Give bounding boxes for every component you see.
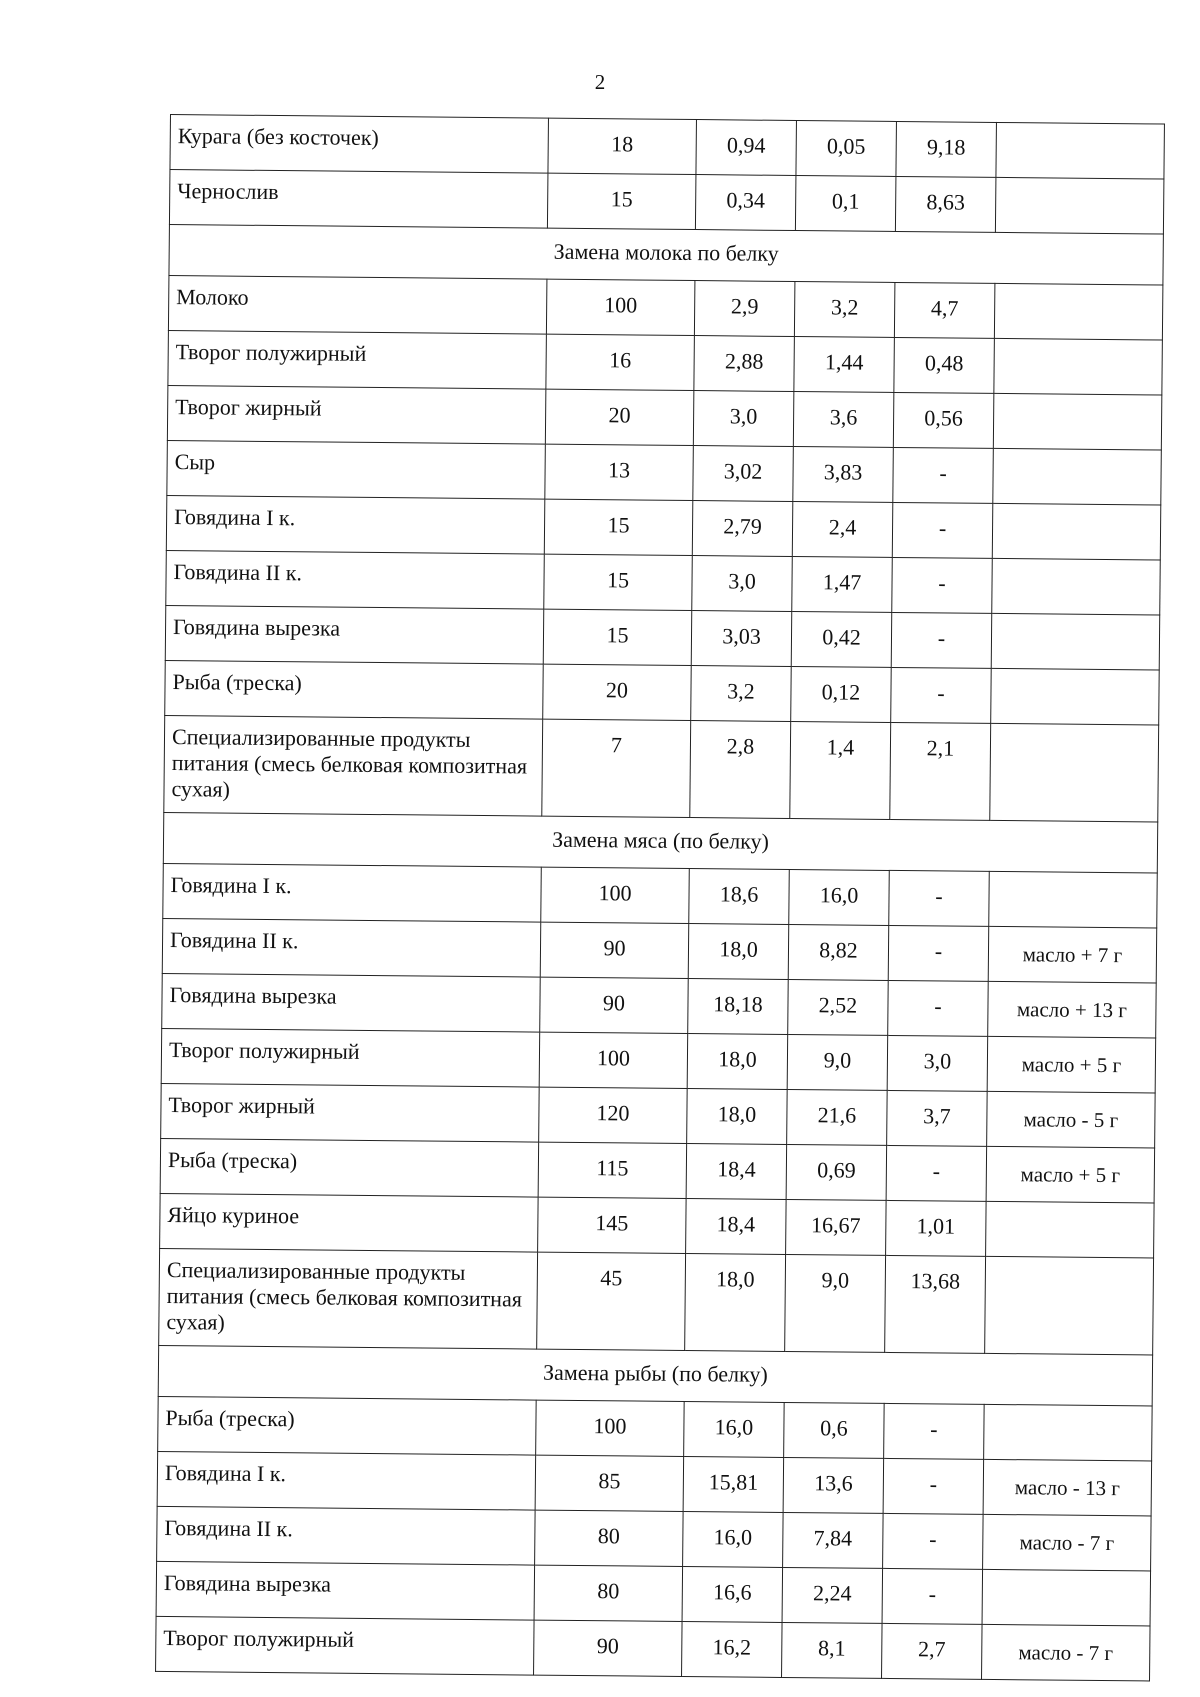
- note-cell: масло - 5 г: [987, 1091, 1156, 1148]
- weight-cell: 85: [535, 1455, 684, 1511]
- product-name-cell: Говядина II к.: [162, 918, 541, 977]
- weight-cell: 100: [541, 867, 690, 923]
- fat-cell: 3,83: [793, 446, 894, 502]
- product-name-cell: Говядина II к.: [166, 550, 545, 609]
- carbs-cell: -: [891, 667, 992, 723]
- protein-cell: 18,6: [689, 869, 790, 925]
- carbs-cell: -: [888, 925, 989, 981]
- product-name-cell: Сыр: [167, 440, 546, 499]
- protein-cell: 16,2: [682, 1621, 783, 1677]
- note-cell: [992, 503, 1161, 560]
- protein-cell: 2,79: [692, 501, 793, 557]
- weight-cell: 80: [534, 1565, 683, 1621]
- protein-cell: 3,0: [692, 556, 793, 612]
- weight-cell: 15: [547, 173, 696, 229]
- note-cell: [992, 558, 1161, 615]
- product-name-cell: Говядина I к.: [163, 863, 542, 922]
- product-name-cell: Творог жирный: [161, 1083, 540, 1142]
- substitution-table: [155, 114, 1165, 1681]
- weight-cell: 145: [538, 1197, 687, 1253]
- table-row: [161, 1083, 1155, 1148]
- carbs-cell: 0,48: [894, 337, 995, 393]
- fat-cell: 2,24: [782, 1567, 883, 1623]
- table-row: [165, 660, 1159, 725]
- protein-cell: 2,88: [694, 336, 795, 392]
- weight-cell: 20: [543, 664, 692, 720]
- fat-cell: 0,69: [786, 1144, 887, 1200]
- table-row: [159, 1248, 1154, 1355]
- carbs-cell: -: [888, 980, 989, 1036]
- carbs-cell: -: [893, 447, 994, 503]
- carbs-cell: 4,7: [894, 282, 995, 338]
- fat-cell: 0,42: [791, 611, 892, 667]
- table-row: [167, 385, 1161, 450]
- weight-cell: 18: [548, 118, 697, 174]
- table-row: [160, 1138, 1154, 1203]
- product-name-cell: Говядина I к.: [166, 495, 545, 554]
- fat-cell: 0,1: [795, 176, 896, 232]
- fat-cell: 1,47: [792, 556, 893, 612]
- weight-cell: 90: [540, 922, 689, 978]
- carbs-cell: 2,1: [890, 722, 991, 820]
- carbs-cell: -: [882, 1568, 983, 1624]
- product-name-cell: Говядина вырезка: [165, 605, 544, 664]
- table-row: [158, 1396, 1152, 1461]
- carbs-cell: 2,7: [882, 1623, 983, 1679]
- fat-cell: 0,05: [796, 121, 897, 177]
- fat-cell: 2,52: [788, 979, 889, 1035]
- note-cell: масло - 7 г: [982, 1624, 1151, 1681]
- table-row: [165, 605, 1159, 670]
- fat-cell: 16,67: [786, 1199, 887, 1255]
- protein-cell: 2,8: [690, 721, 791, 819]
- product-name-cell: Курага (без косточек): [170, 115, 549, 174]
- note-cell: [996, 122, 1165, 179]
- protein-cell: 0,94: [696, 120, 797, 176]
- product-name-cell: Говядина вырезка: [156, 1561, 535, 1620]
- note-cell: масло + 13 г: [988, 981, 1157, 1038]
- table-row: [163, 863, 1157, 928]
- weight-cell: 120: [539, 1087, 688, 1143]
- table-row: [160, 1193, 1154, 1258]
- note-cell: [993, 393, 1162, 450]
- table-row: [168, 275, 1162, 340]
- weight-cell: 115: [538, 1142, 687, 1198]
- protein-cell: 18,0: [687, 1089, 788, 1145]
- fat-cell: 1,4: [790, 721, 891, 819]
- note-cell: [994, 283, 1163, 340]
- note-cell: масло + 5 г: [986, 1146, 1155, 1203]
- note-cell: [984, 1404, 1153, 1461]
- table-row: [169, 170, 1163, 235]
- protein-cell: 18,4: [686, 1144, 787, 1200]
- protein-cell: 16,6: [682, 1566, 783, 1622]
- note-cell: [991, 668, 1160, 725]
- protein-cell: 18,18: [688, 979, 789, 1035]
- product-name-cell: Молоко: [168, 275, 547, 334]
- product-name-cell: Яйцо куриное: [160, 1193, 539, 1252]
- product-name-cell: Творог полужирный: [168, 330, 547, 389]
- product-name-cell: Говядина I к.: [157, 1451, 536, 1510]
- weight-cell: 45: [537, 1252, 686, 1350]
- fat-cell: 3,6: [793, 392, 894, 448]
- carbs-cell: 1,01: [886, 1200, 987, 1256]
- carbs-cell: -: [883, 1513, 984, 1569]
- note-cell: [993, 448, 1162, 505]
- fat-cell: 9,0: [787, 1034, 888, 1090]
- product-name-cell: Говядина вырезка: [162, 973, 541, 1032]
- weight-cell: 100: [539, 1032, 688, 1088]
- product-name-cell: Рыба (треска): [165, 660, 544, 719]
- protein-cell: 2,9: [694, 281, 795, 337]
- carbs-cell: -: [892, 502, 993, 558]
- carbs-cell: -: [883, 1458, 984, 1514]
- product-name-cell: Творог полужирный: [156, 1616, 535, 1675]
- note-cell: [990, 723, 1159, 822]
- weight-cell: 20: [545, 389, 694, 445]
- weight-cell: 90: [540, 977, 689, 1033]
- product-name-cell: Говядина II к.: [157, 1506, 536, 1565]
- protein-cell: 3,03: [691, 611, 792, 667]
- note-cell: [994, 338, 1163, 395]
- fat-cell: 0,12: [791, 666, 892, 722]
- carbs-cell: 8,63: [895, 176, 996, 232]
- fat-cell: 13,6: [783, 1457, 884, 1513]
- table-body: [156, 115, 1165, 1681]
- note-cell: [986, 1201, 1155, 1258]
- weight-cell: 15: [543, 609, 692, 665]
- weight-cell: 15: [544, 554, 693, 610]
- protein-cell: 15,81: [683, 1456, 784, 1512]
- carbs-cell: -: [886, 1145, 987, 1201]
- carbs-cell: 9,18: [896, 121, 997, 177]
- product-name-cell: Творог полужирный: [161, 1028, 540, 1087]
- product-name-cell: Рыба (треска): [158, 1396, 537, 1455]
- note-cell: масло + 7 г: [988, 926, 1157, 983]
- product-name-cell: Творог жирный: [167, 385, 546, 444]
- table-row: [156, 1616, 1150, 1681]
- table-row: [166, 550, 1160, 615]
- note-cell: [995, 177, 1164, 234]
- table-row: [164, 715, 1159, 822]
- section-title: Замена молока по белку: [169, 224, 1163, 285]
- weight-cell: 90: [534, 1620, 683, 1676]
- carbs-cell: -: [884, 1403, 985, 1459]
- note-cell: [982, 1569, 1151, 1626]
- fat-cell: 0,6: [784, 1402, 885, 1458]
- fat-cell: 8,1: [782, 1622, 883, 1678]
- product-name-cell: Рыба (треска): [160, 1138, 539, 1197]
- table-row: [167, 440, 1161, 505]
- table-row: [161, 1028, 1155, 1093]
- note-cell: масло - 7 г: [983, 1514, 1152, 1571]
- table-row: [157, 1451, 1151, 1516]
- protein-cell: 18,0: [687, 1034, 788, 1090]
- protein-cell: 18,4: [686, 1199, 787, 1255]
- protein-cell: 3,02: [693, 446, 794, 502]
- weight-cell: 13: [545, 444, 694, 500]
- weight-cell: 7: [542, 719, 691, 817]
- carbs-cell: 0,56: [893, 392, 994, 448]
- weight-cell: 16: [546, 334, 695, 390]
- table-row: [157, 1506, 1151, 1571]
- protein-cell: 16,0: [684, 1401, 785, 1457]
- product-name-cell: Специализированные продукты питания (смесь белковая композитная сухая): [159, 1248, 538, 1349]
- section-title: Замена рыбы (по белку): [158, 1345, 1152, 1406]
- table-row: [166, 495, 1160, 560]
- table-row: [162, 918, 1156, 983]
- fat-cell: 16,0: [789, 869, 890, 925]
- protein-cell: 18,0: [685, 1254, 786, 1352]
- fat-cell: 1,44: [794, 337, 895, 393]
- carbs-cell: 13,68: [885, 1255, 986, 1353]
- page-number: 2: [594, 70, 606, 94]
- fat-cell: 3,2: [794, 282, 895, 338]
- carbs-cell: -: [889, 870, 990, 926]
- carbs-cell: -: [892, 557, 993, 613]
- weight-cell: 100: [536, 1400, 685, 1456]
- weight-cell: 80: [535, 1510, 684, 1566]
- table-row: [170, 115, 1164, 180]
- protein-cell: 3,2: [691, 666, 792, 722]
- fat-cell: 7,84: [783, 1512, 884, 1568]
- product-name-cell: Чернослив: [169, 170, 548, 229]
- protein-cell: 18,0: [688, 924, 789, 980]
- table-row: [162, 973, 1156, 1038]
- carbs-cell: 3,0: [887, 1035, 988, 1091]
- table-row: [156, 1561, 1150, 1626]
- product-name-cell: Специализированные продукты питания (смесь белковая композитная сухая): [164, 715, 543, 816]
- note-cell: [985, 1256, 1154, 1355]
- protein-cell: 16,0: [683, 1511, 784, 1567]
- protein-cell: 0,34: [695, 175, 796, 231]
- note-cell: [989, 871, 1158, 928]
- note-cell: масло - 13 г: [983, 1459, 1152, 1516]
- fat-cell: 2,4: [792, 501, 893, 557]
- weight-cell: 15: [544, 499, 693, 555]
- carbs-cell: -: [891, 612, 992, 668]
- section-title: Замена мяса (по белку): [163, 812, 1157, 873]
- note-cell: [991, 613, 1160, 670]
- table-row: [168, 330, 1162, 395]
- carbs-cell: 3,7: [887, 1090, 988, 1146]
- fat-cell: 8,82: [788, 924, 889, 980]
- note-cell: масло + 5 г: [987, 1036, 1156, 1093]
- protein-cell: 3,0: [693, 391, 794, 447]
- fat-cell: 21,6: [787, 1089, 888, 1145]
- weight-cell: 100: [546, 279, 695, 335]
- fat-cell: 9,0: [785, 1254, 886, 1352]
